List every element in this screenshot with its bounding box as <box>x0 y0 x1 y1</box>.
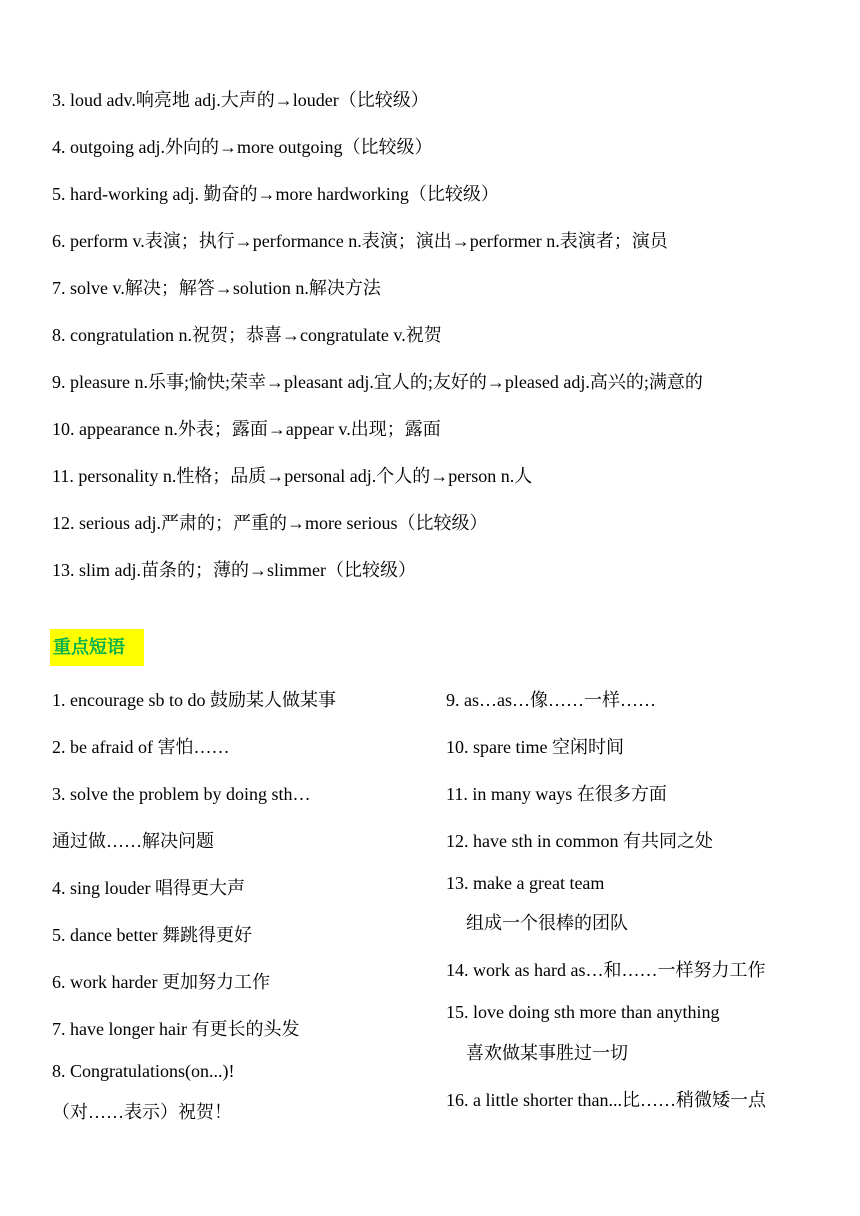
vocab-item: 4. outgoing adj.外向的→more outgoing（比较级） <box>52 137 433 157</box>
vocab-item: 11. personality n.性格；品质→personal adj.个人的→person n.人 <box>52 466 533 486</box>
phrase-item: 6. work harder 更加努力工作 <box>52 972 270 992</box>
vocab-item: 7. solve v.解决；解答→solution n.解决方法 <box>52 278 381 298</box>
phrase-item: 9. as…as…像……一样…… <box>446 690 656 710</box>
phrase-item: 3. solve the problem by doing sth… <box>52 784 311 804</box>
phrase-item: 16. a little shorter than...比……稍微矮一点 <box>446 1090 766 1110</box>
vocab-item: 6. perform v.表演；执行→performance n.表演；演出→performer n.表演者；演员 <box>52 231 668 251</box>
section-heading-key-phrases: 重点短语 <box>50 629 144 666</box>
vocab-item: 10. appearance n.外表；露面→appear v.出现；露面 <box>52 419 441 439</box>
phrase-item: 13. make a great team <box>446 873 605 893</box>
vocab-item: 8. congratulation n.祝贺；恭喜→congratulate v.祝贺 <box>52 325 442 345</box>
phrase-item: 14. work as hard as…和……一样努力工作 <box>446 960 766 980</box>
phrase-item: 8. Congratulations(on...)! <box>52 1061 235 1081</box>
vocab-item: 12. serious adj.严肃的；严重的→more serious（比较级） <box>52 513 488 533</box>
phrase-item: 10. spare time 空闲时间 <box>446 737 624 757</box>
vocab-item: 13. slim adj.苗条的；薄的→slimmer（比较级） <box>52 560 416 580</box>
vocab-item: 9. pleasure n.乐事;愉快;荣幸→pleasant adj.宜人的;友好的→pleased adj.高兴的;满意的 <box>52 372 703 392</box>
phrase-item: 12. have sth in common 有共同之处 <box>446 831 713 851</box>
vocab-item: 5. hard-working adj. 勤奋的→more hardworking（比较级） <box>52 184 499 204</box>
phrase-translation: （对……表示）祝贺！ <box>52 1102 232 1122</box>
vocab-item: 3. loud adv.响亮地 adj.大声的→louder（比较级） <box>52 90 429 110</box>
phrase-item: 2. be afraid of 害怕…… <box>52 737 230 757</box>
phrase-item: 15. love doing sth more than anything <box>446 1002 720 1022</box>
phrase-translation: 喜欢做某事胜过一切 <box>466 1043 628 1063</box>
phrase-item: 1. encourage sb to do 鼓励某人做某事 <box>52 690 336 710</box>
phrase-item: 7. have longer hair 有更长的头发 <box>52 1019 300 1039</box>
phrase-translation: 组成一个很棒的团队 <box>466 913 628 933</box>
phrase-translation: 通过做……解决问题 <box>52 831 214 851</box>
phrase-item: 11. in many ways 在很多方面 <box>446 784 667 804</box>
phrase-item: 4. sing louder 唱得更大声 <box>52 878 245 898</box>
phrase-item: 5. dance better 舞跳得更好 <box>52 925 252 945</box>
